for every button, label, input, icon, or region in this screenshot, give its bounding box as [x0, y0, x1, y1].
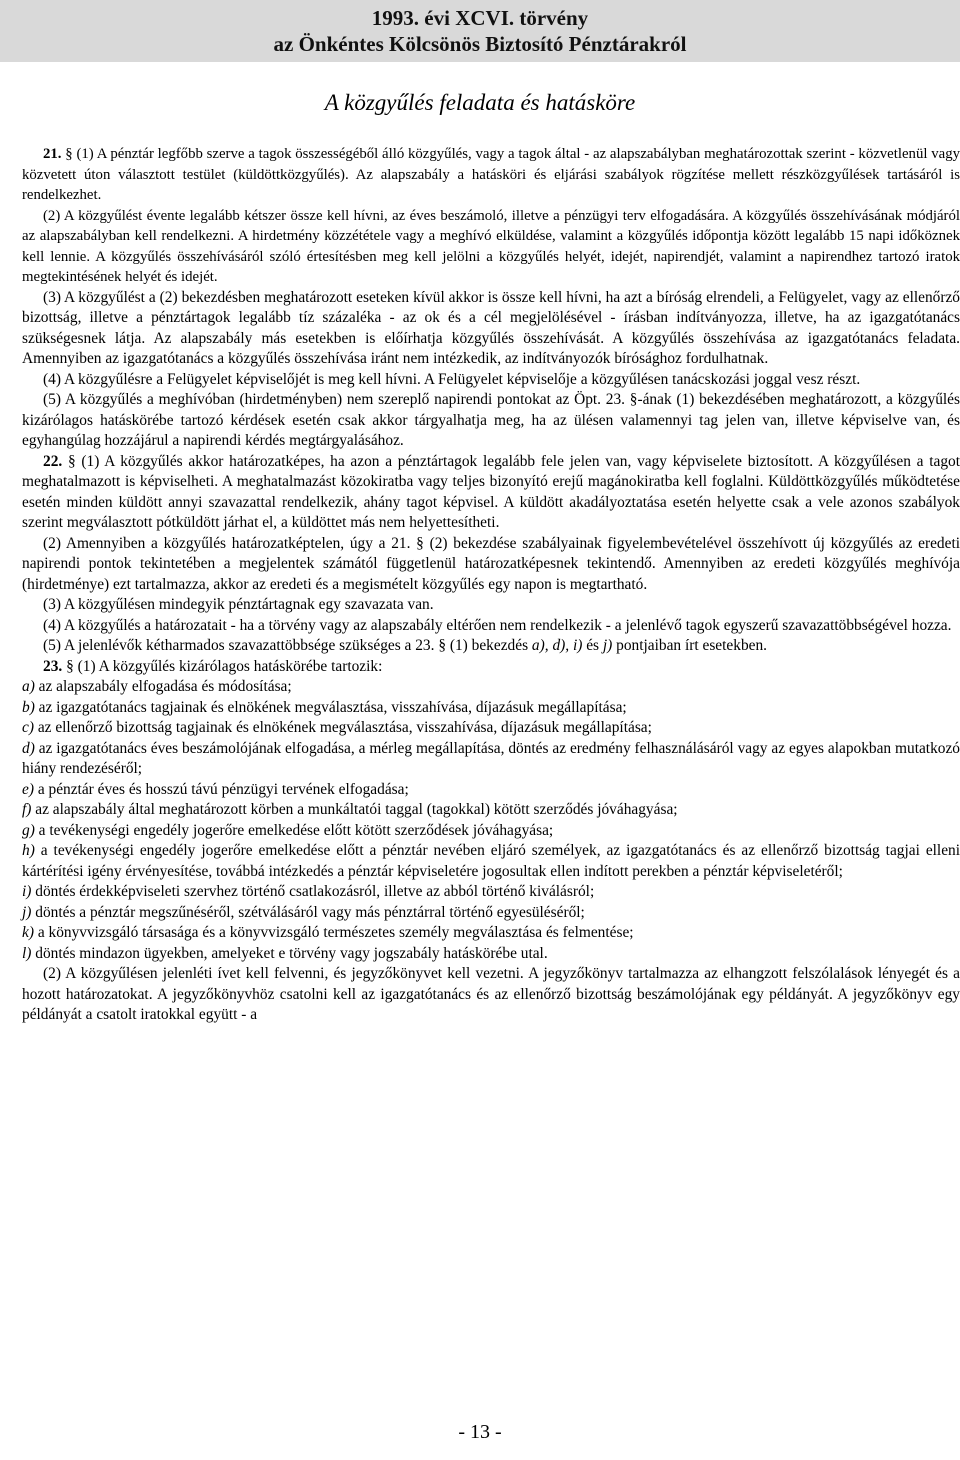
section-number-21: 21.	[43, 146, 62, 162]
list-item	[22, 780, 960, 801]
list-item	[22, 923, 960, 944]
law-title: 1993. évi XCVI. törvény	[371, 6, 589, 30]
list-item-letter: d)	[22, 739, 35, 757]
paragraph-22-5-part-b: és	[582, 637, 603, 654]
list-item-text: az igazgatótanács tagjainak és elnökének megválasztása, visszahívása, díjazásuk megállapítása;	[34, 698, 627, 716]
list-item	[22, 739, 960, 780]
list-item-letter: k)	[22, 924, 34, 941]
paragraph-21-4: (4) A közgyűlésre a Felügyelet képviselőjét is meg kell hívni. A Felügyelet képviselője a közgyűlésen tanácskozási joggal vesz részt.	[43, 370, 861, 388]
list-item-text: az ellenőrző bizottság tagjainak és elnökének megválasztása, visszahívása, díjazásuk megállapítása;	[33, 719, 652, 736]
paragraph-21-1	[22, 144, 960, 206]
list-item-text: döntés a pénztár megszűnéséről, szétválásáról vagy más pénztárral történő egyesüléséről;	[31, 903, 585, 921]
list-item	[22, 841, 960, 882]
list-item-text: az alapszabály által meghatározott körben a munkáltatói taggal (tagokkal) kötött szerződés jóváhagyása;	[31, 801, 678, 818]
list-item	[22, 698, 960, 719]
document-body	[22, 144, 960, 1026]
list-item-letter: b)	[22, 698, 35, 716]
page-number: - 13 -	[458, 1421, 502, 1443]
paragraph-22-1-text: § (1) A közgyűlés akkor határozatképes, ha azon a pénztártagok legalább fele jelen van, vagy képviselete biztosított. A közgyűlésen a tagot meghatalmazott is képviselheti. A meghatalmazást közokiratba vagy teljes bizonyító erejű magánokiratba kell foglalni. Küldöttközgyűlés működtetése esetén minden küldött annyi szavazattal rendelkezik, ahány tagot képvisel. A küldött akadályoztatása esetén helyette csak a vele azonos szabályok szerint megválasztott pótküldött járhat el, a küldöttet más nem helyettesítheti.	[22, 452, 960, 531]
paragraph-23-1	[22, 657, 960, 678]
list-item-text: az alapszabály elfogadása és módosítása;	[34, 678, 292, 695]
list-item-letter: g)	[22, 821, 35, 839]
list-item-letter: l)	[22, 944, 32, 962]
list-item	[22, 677, 960, 698]
list-item-letter: j)	[22, 903, 32, 921]
paragraph-22-5-part-c: pontjaiban írt esetekben.	[612, 637, 768, 654]
list-item-text: a könyvvizsgáló társasága és a könyvvizsgáló természetes személy megválasztása és felmentése;	[33, 924, 634, 941]
paragraph-22-5	[22, 636, 960, 657]
paragraph-22-5-points: a), d), i)	[531, 637, 583, 654]
paragraph-21-2: (2) A közgyűlést évente legalább kétszer össze kell hívni, az éves beszámoló, illetve a pénzügyi terv elfogadására. A közgyűlés összehívásának módjáról az alapszabályban kell rendelkezni. A hirdetmény közzététele vagy a meghívó elküldése, valamint a közgyűlés időpontja között legalább 15 napi időköznek kell lennie. A közgyűlés összehívásáról szóló értesítésben meg kell jelölni a közgyűlés helyét, idejét, napirendjét, valamint a napirendhez tartozó iratok megtekintésének helyét és idejét.	[22, 207, 960, 285]
paragraph-22-1	[22, 452, 960, 534]
paragraph-21-1-text: § (1) A pénztár legfőbb szerve a tagok összességéből álló közgyűlés, vagy a tagok által - az alapszabályban meghatározottak szerint - közvetlenül vagy közvetett úton választott testület (küldöttközgyűlés). Az alapszabály a hatásköri és eljárási szabályok rögzítése mellett részközgyűlések tartásáról is rendelkezhet.	[22, 146, 960, 203]
list-item-letter: c)	[22, 719, 34, 736]
paragraph-22-5-point-j: j)	[602, 637, 613, 654]
list-item-text: az igazgatótanács éves beszámolójának elfogadása, a mérleg megállapítása, döntés az eredmény felhasználásáról vagy az egyes alapokban mutatkozó hiány rendezéséről;	[22, 739, 960, 777]
paragraph-23-1-text: § (1) A közgyűlés kizárólagos hatáskörébe tartozik:	[66, 657, 383, 675]
list-item-text: döntés mindazon ügyekben, amelyeket e törvény vagy jogszabály hatáskörébe utal.	[31, 944, 548, 962]
paragraph-23-2: (2) A közgyűlésen jelenléti ívet kell felvenni, és jegyzőkönyvet kell vezetni. A jegyzőkönyv tartalmazza az elhangzott felszólalások lényegét és a hozott határozatokat. A jegyzőkönyvhöz csatolni kell az igazgatótanács és az ellenőrző bizottság beszámolójának egy példányát. A jegyzőkönyv egy példányát a csatolt iratokkal együtt - a	[22, 965, 960, 1023]
paragraph-22-5-part-a: (5) A jelenlévők kétharmados szavazattöbbsége szükséges a 23. § (1) bekezdés	[43, 637, 532, 654]
section-title: A közgyűlés feladata és hatásköre	[324, 90, 636, 115]
list-item-letter: e)	[22, 780, 34, 798]
section-number-22: 22.	[43, 452, 63, 470]
law-subtitle: az Önkéntes Kölcsönös Biztosító Pénztárakról	[273, 32, 687, 56]
list-item	[22, 821, 960, 842]
list-item	[22, 903, 960, 924]
list-item	[22, 944, 960, 965]
list-item-text: a pénztár éves és hosszú távú pénzügyi tervének elfogadása;	[33, 780, 409, 798]
list-item-letter: h)	[22, 842, 35, 859]
list-item	[22, 800, 960, 821]
section-number-23: 23.	[43, 657, 63, 675]
list-item-text: a tevékenységi engedély jogerőre emelkedése előtt a pénztár nevében eljáró személyek, az igazgatótanács és az ellenőrző bizottság tagjai elleni kártérítési igény érvényesítése, továbbá intézkedés a pénztár képviseletére jogosultak ellen indított perekben a pénztár képviseletéről;	[22, 842, 960, 880]
list-item	[22, 882, 960, 903]
paragraph-22-2: (2) Amennyiben a közgyűlés határozatképtelen, úgy a 21. § (2) bekezdése szabályainak figyelembevételével összehívott új közgyűlés az eredeti napirendi pontok tekintetében a megjelentek számától függetlenül határozatképesnek tekintendő. Amennyiben az eredeti közgyűlés meghívója (hirdetménye) ezt tartalmazza, akkor az eredeti és a megismételt közgyűlés egy napon is megtartható.	[22, 534, 960, 593]
paragraph-21-3: (3) A közgyűlést a (2) bekezdésben meghatározott eseteken kívül akkor is össze kell hívni, ha azt a bíróság elrendeli, a Felügyelet, vagy az ellenőrző bizottság, illetve a pénztártagok legalább tíz százaléka - az ok és a cél megjelölésével - írásban indítványozza, illetve, ha az igazgatótanács szükségesnek látja. Az alapszabály más esetekben is előírhatja közgyűlés összehívását. A közgyűlés összehívása az igazgatótanács feladata. Amennyiben az igazgatótanács a közgyűlés összehívása iránt nem intézkedik, az indítványozók bírósághoz fordulhatnak.	[22, 288, 960, 367]
paragraph-22-3: (3) A közgyűlésen mindegyik pénztártagnak egy szavazata van.	[43, 596, 434, 613]
list-item-letter: f)	[22, 801, 32, 818]
paragraph-22-4: (4) A közgyűlés a határozatait - ha a törvény vagy az alapszabály eltérően nem rendelkezik - a jelenlévő tagok egyszerű szavazattöbbségével hozza.	[43, 616, 952, 634]
list-item-text: döntés érdekképviseleti szervhez történő csatlakozásról, illetve az abból történő kiválásról;	[31, 883, 595, 900]
list-item-letter: a)	[22, 678, 35, 695]
list-item-text: a tevékenységi engedély jogerőre emelkedése előtt kötött szerződések jóváhagyása;	[34, 821, 554, 839]
paragraph-21-5: (5) A közgyűlés a meghívóban (hirdetményben) nem szereplő napirendi pontokat az Öpt. 23. §-ának (1) bekezdésében meghatározott, a közgyűlés kizárólagos hatáskörébe tartozó kérdések esetén csak akkor tárgyalhatja meg, ha az ülésen valamennyi tag jelen van, illetve képviselve van, és egyhangúlag hozzájárul a napirendi kérdés megtárgyalásához.	[22, 391, 960, 449]
list-item-letter: i)	[22, 883, 32, 900]
list-item	[22, 718, 960, 739]
